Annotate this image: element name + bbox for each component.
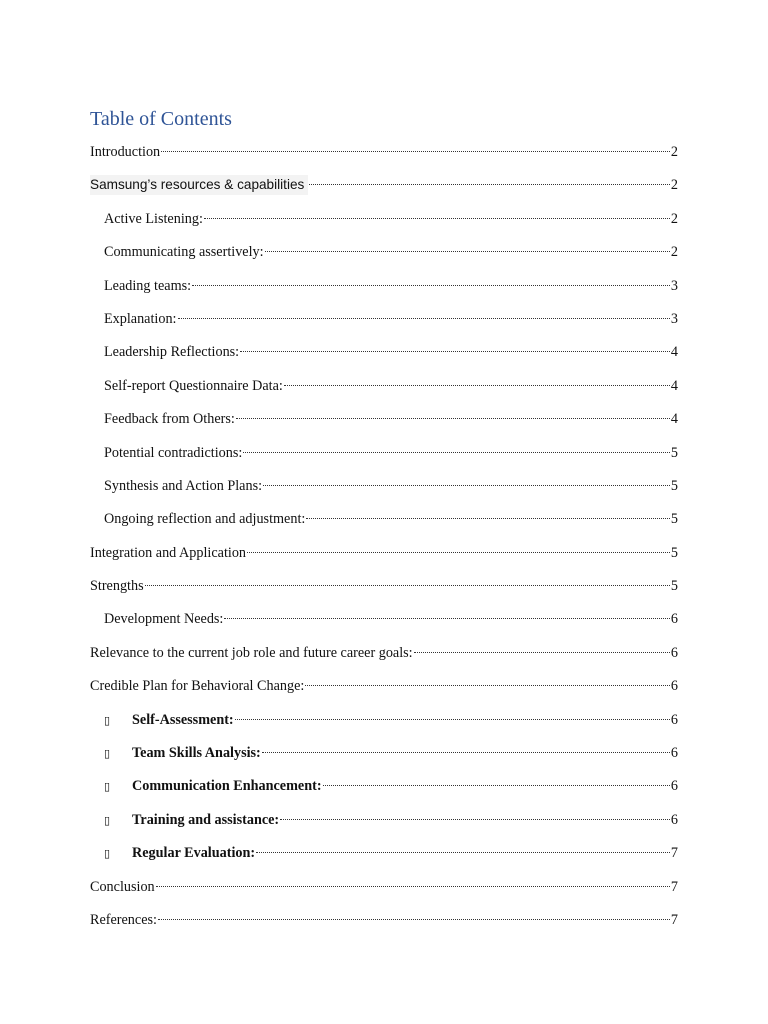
toc-dot-leader xyxy=(156,886,670,887)
toc-dot-leader xyxy=(145,585,670,586)
toc-entry[interactable] xyxy=(90,242,678,275)
toc-page-number: 6 xyxy=(670,778,678,795)
missing-glyph-box-icon: ▯ xyxy=(104,747,111,761)
toc-entry-label: Development Needs: xyxy=(104,611,224,628)
toc-page-number: 2 xyxy=(670,244,678,261)
toc-entry[interactable] xyxy=(90,376,678,409)
toc-entry-label: Communication Enhancement: xyxy=(132,778,322,795)
toc-page-number: 5 xyxy=(670,444,678,461)
toc-dot-leader xyxy=(256,852,670,853)
toc-dot-leader xyxy=(236,418,670,419)
toc-dot-leader xyxy=(265,251,670,252)
toc-entry[interactable] xyxy=(90,609,678,642)
toc-entry[interactable] xyxy=(90,309,678,342)
toc-page-number: 6 xyxy=(670,745,678,762)
toc-entry[interactable] xyxy=(90,443,678,476)
toc-entry-label: Feedback from Others: xyxy=(104,411,235,428)
toc-page-number: 4 xyxy=(670,411,678,428)
toc-page-number: 4 xyxy=(670,344,678,361)
toc-dot-leader xyxy=(158,919,670,920)
toc-page-number: 7 xyxy=(670,911,678,928)
toc-entry-label: Ongoing reflection and adjustment: xyxy=(104,511,306,528)
toc-entry[interactable] xyxy=(90,509,678,542)
toc-entry[interactable] xyxy=(90,710,678,743)
missing-glyph-box-icon: ▯ xyxy=(104,847,111,861)
toc-entry[interactable] xyxy=(90,676,678,709)
toc-page-number: 5 xyxy=(670,578,678,595)
toc-dot-leader xyxy=(323,785,670,786)
toc-entry-label: Synthesis and Action Plans: xyxy=(104,477,263,494)
toc-dot-leader xyxy=(243,452,670,453)
toc-page-number: 7 xyxy=(670,845,678,862)
toc-entry[interactable] xyxy=(90,276,678,309)
toc-dot-leader xyxy=(178,318,670,319)
toc-dot-leader xyxy=(224,618,670,619)
toc-page-number: 5 xyxy=(670,544,678,561)
toc-dot-leader xyxy=(240,351,670,352)
toc-page-number: 2 xyxy=(670,210,678,227)
missing-glyph-box-icon: ▯ xyxy=(104,713,111,727)
toc-entry-label: Potential contradictions: xyxy=(104,444,243,461)
toc-entry[interactable] xyxy=(90,576,678,609)
toc-dot-leader xyxy=(262,752,670,753)
toc-page-number: 2 xyxy=(670,177,678,194)
toc-dot-leader xyxy=(305,685,670,686)
toc-entry[interactable] xyxy=(90,209,678,242)
toc-entry[interactable] xyxy=(90,843,678,876)
toc-dot-leader xyxy=(280,819,670,820)
toc-list xyxy=(90,142,678,943)
toc-entry[interactable] xyxy=(90,409,678,442)
toc-entry[interactable] xyxy=(90,743,678,776)
toc-page-number: 4 xyxy=(670,377,678,394)
toc-entry-label: Training and assistance: xyxy=(132,811,280,828)
toc-dot-leader xyxy=(284,385,670,386)
toc-entry-label: Leading teams: xyxy=(104,277,192,294)
toc-entry-label: Communicating assertively: xyxy=(104,244,264,261)
toc-page-number: 5 xyxy=(670,511,678,528)
toc-entry[interactable] xyxy=(90,910,678,943)
toc-dot-leader xyxy=(247,552,670,553)
toc-dot-leader xyxy=(306,518,670,519)
missing-glyph-box-icon: ▯ xyxy=(104,780,111,794)
toc-entry[interactable] xyxy=(90,810,678,843)
missing-glyph-box-icon: ▯ xyxy=(104,813,111,827)
toc-page-number: 3 xyxy=(670,277,678,294)
toc-entry-label: Team Skills Analysis: xyxy=(132,745,261,762)
toc-page-number: 5 xyxy=(670,477,678,494)
toc-entry-label: Self-Assessment: xyxy=(132,711,234,728)
toc-entry[interactable] xyxy=(90,776,678,809)
toc-dot-leader xyxy=(309,184,670,185)
toc-dot-leader xyxy=(235,719,670,720)
toc-entry[interactable] xyxy=(90,142,678,175)
toc-entry-label: Credible Plan for Behavioral Change: xyxy=(90,678,305,695)
toc-entry-label: Introduction xyxy=(90,144,161,160)
toc-dot-leader xyxy=(161,151,670,152)
toc-entry[interactable] xyxy=(90,342,678,375)
toc-page-number: 6 xyxy=(670,644,678,661)
toc-page-number: 2 xyxy=(670,144,678,160)
toc-entry-label: Relevance to the current job role and future career goals: xyxy=(90,644,413,661)
toc-entry[interactable] xyxy=(90,476,678,509)
toc-page-number: 7 xyxy=(670,878,678,895)
toc-entry-label: Active Listening: xyxy=(104,210,203,227)
toc-entry-label: Regular Evaluation: xyxy=(132,845,256,862)
toc-entry-label: References: xyxy=(90,911,157,928)
toc-title: Table of Contents xyxy=(90,108,232,130)
toc-entry[interactable] xyxy=(90,643,678,676)
toc-page-number: 3 xyxy=(670,310,678,327)
toc-entry-label: Explanation: xyxy=(104,310,177,327)
toc-page-number: 6 xyxy=(670,711,678,728)
toc-page-number: 6 xyxy=(670,611,678,628)
toc-entry[interactable] xyxy=(90,175,678,208)
toc-entry-label: Leadership Reflections: xyxy=(104,344,240,361)
toc-dot-leader xyxy=(414,652,670,653)
toc-dot-leader xyxy=(192,285,670,286)
toc-dot-leader xyxy=(263,485,670,486)
toc-page-number: 6 xyxy=(670,811,678,828)
toc-entry-label: Integration and Application xyxy=(90,544,247,561)
toc-dot-leader xyxy=(204,218,670,219)
toc-entry-label: Samsung’s resources & capabilities xyxy=(90,175,308,195)
toc-entry[interactable] xyxy=(90,877,678,910)
toc-page-number: 6 xyxy=(670,678,678,695)
toc-entry-label: Strengths xyxy=(90,578,144,595)
toc-entry[interactable] xyxy=(90,543,678,576)
toc-entry-label: Self-report Questionnaire Data: xyxy=(104,377,283,394)
toc-entry-label: Conclusion xyxy=(90,878,155,895)
